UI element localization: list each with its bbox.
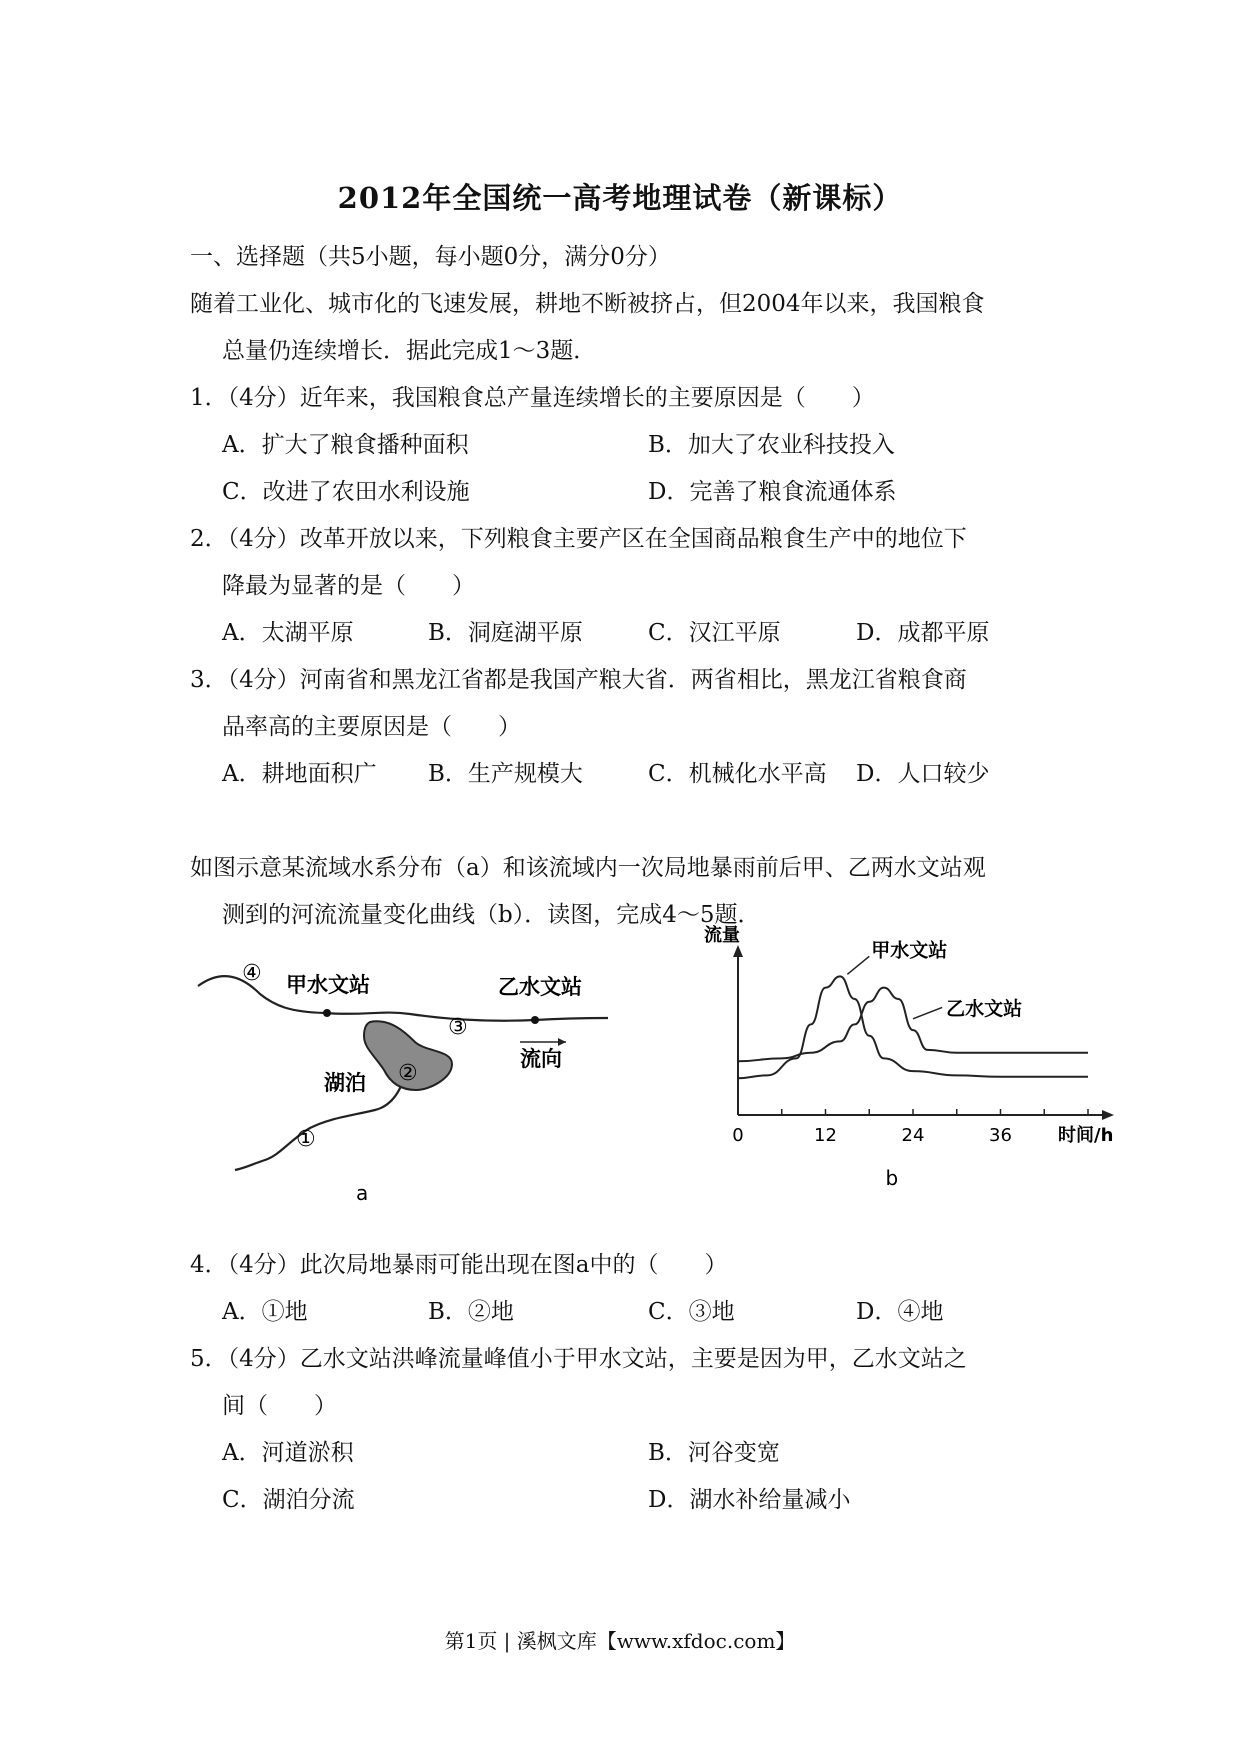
q2-option-d[interactable]: D．成都平原 (856, 620, 990, 646)
q5-option-c[interactable]: C．湖泊分流 (222, 1487, 355, 1513)
q1-option-d[interactable]: D．完善了粮食流通体系 (648, 479, 897, 505)
flow-direction-label: 流向 (520, 1047, 562, 1071)
q5-option-b[interactable]: B．河谷变宽 (648, 1440, 780, 1466)
q4-option-d[interactable]: D．④地 (856, 1299, 944, 1325)
series-jia-label: 甲水文站 (871, 939, 948, 962)
question-3-stem-line2: 品率高的主要原因是（ ） (222, 714, 521, 740)
question-1-stem: 1．（4分）近年来，我国粮食总产量连续增长的主要原因是（ ） (190, 385, 875, 411)
x-tick-label: 0 (732, 1125, 744, 1146)
y-axis-arrow (733, 945, 743, 957)
y-axis-label: 流量 (704, 925, 740, 946)
series-yi-leader (913, 1007, 942, 1018)
q1-option-b[interactable]: B．加大了农业科技投入 (648, 432, 895, 458)
station-yi-marker (531, 1016, 539, 1024)
q3-option-a[interactable]: A．耕地面积广 (222, 761, 377, 787)
q4-option-c[interactable]: C．③地 (648, 1299, 735, 1325)
q1-option-c[interactable]: C．改进了农田水利设施 (222, 479, 470, 505)
q4-option-b[interactable]: B．②地 (428, 1299, 514, 1325)
station-jia-marker (323, 1009, 331, 1017)
question-4-stem: 4．（4分）此次局地暴雨可能出现在图a中的（ ） (190, 1252, 728, 1278)
series-yi-label: 乙水文站 (946, 998, 1023, 1021)
figure-b-flow-chart (700, 925, 1120, 1210)
x-axis-label: 时间/h (1058, 1125, 1114, 1146)
q3-option-d[interactable]: D．人口较少 (856, 761, 990, 787)
question-3-stem-line1: 3．（4分）河南省和黑龙江省都是我国产粮大省．两省相比，黑龙江省粮食商 (190, 667, 967, 693)
question-2-stem-line1: 2．（4分）改革开放以来，下列粮食主要产区在全国商品粮食生产中的地位下 (190, 526, 967, 552)
intro2-line2: 测到的河流流量变化曲线（b）．读图，完成4～5题． (222, 902, 761, 928)
chart-axes (733, 945, 1114, 1120)
q2-option-a[interactable]: A．太湖平原 (222, 620, 354, 646)
intro2-line1: 如图示意某流域水系分布（a）和该流域内一次局地暴雨前后甲、乙两水文站观 (190, 855, 986, 881)
chart-labels (704, 924, 1113, 1190)
intro1-line2: 总量仍连续增长．据此完成1～3题． (222, 338, 597, 364)
series-line-jia (738, 976, 1088, 1078)
tributary (235, 1062, 408, 1170)
section-heading: 一、选择题（共5小题，每小题0分，满分0分） (190, 244, 671, 270)
q5-option-a[interactable]: A．河道淤积 (222, 1440, 354, 1466)
x-axis-arrow (1102, 1110, 1114, 1120)
q2-option-c[interactable]: C．汉江平原 (648, 620, 781, 646)
q3-option-b[interactable]: B．生产规模大 (428, 761, 583, 787)
x-tick-label: 24 (901, 1125, 925, 1146)
q4-option-a[interactable]: A．①地 (222, 1299, 308, 1325)
point-4-label: ④ (242, 961, 262, 986)
q5-option-d[interactable]: D．湖水补给量减小 (648, 1487, 851, 1513)
question-5-stem-line1: 5．（4分）乙水文站洪峰流量峰值小于甲水文站，主要是因为甲，乙水文站之 (190, 1346, 967, 1372)
chart-series (738, 976, 1088, 1078)
x-tick-label: 12 (814, 1125, 837, 1146)
lake-label: 湖泊 (324, 1071, 366, 1095)
figure-a-river-map (190, 950, 630, 1210)
point-3-label: ③ (448, 1015, 468, 1040)
intro1-line1: 随着工业化、城市化的飞速发展，耕地不断被挤占，但2004年以来，我国粮食 (190, 291, 985, 317)
station-yi-label: 乙水文站 (498, 975, 582, 999)
question-2-stem-line2: 降最为显著的是（ ） (222, 573, 475, 599)
point-1-label: ① (296, 1127, 316, 1152)
series-line-yi (738, 988, 1088, 1062)
figure-b-caption: b (885, 1166, 899, 1190)
page-title: 2012年全国统一高考地理试卷（新课标） (337, 181, 903, 215)
q3-option-c[interactable]: C．机械化水平高 (648, 761, 827, 787)
series-jia-leader (847, 956, 869, 974)
point-2-label: ② (398, 1061, 418, 1086)
station-jia-label: 甲水文站 (286, 973, 370, 997)
q2-option-b[interactable]: B．洞庭湖平原 (428, 620, 583, 646)
flow-arrow-head (558, 1038, 566, 1046)
figure-a-caption: a (356, 1181, 369, 1205)
q1-option-a[interactable]: A．扩大了粮食播种面积 (222, 432, 469, 458)
question-5-stem-line2: 间（ ） (222, 1393, 337, 1419)
x-tick-label: 36 (989, 1125, 1012, 1146)
page-footer: 第1页 | 溪枫文库【www.xfdoc.com】 (444, 1629, 796, 1653)
